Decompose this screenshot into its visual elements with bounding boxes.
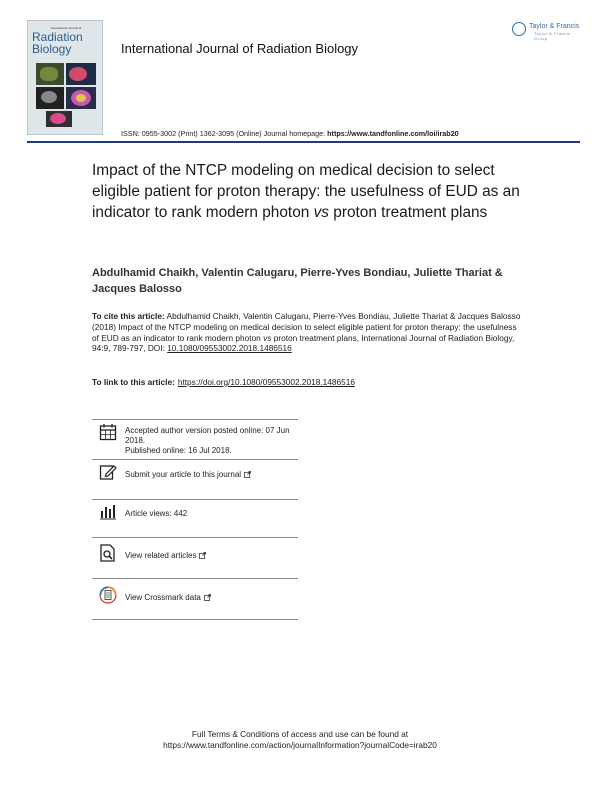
document-search-icon <box>99 544 117 562</box>
accepted-date: Accepted author version posted online: 07 Jun 2018. <box>125 426 290 445</box>
cover-journal-small-text: International Journal of <box>50 26 82 30</box>
publisher-logo[interactable] <box>512 20 584 42</box>
title-part2: proton treatment plans <box>328 204 488 221</box>
divider <box>92 499 298 500</box>
title-part1: Impact of the NTCP modeling on medical decision to select eligible patient for proton therapy: the usefulness of EUD as an indicator to rank modern photon <box>92 162 520 221</box>
crossmark-link[interactable] <box>125 593 211 603</box>
cover-title-line2: Biology <box>32 42 72 56</box>
related-articles-text: View related articles <box>125 551 197 560</box>
publisher-logo-icon <box>512 22 526 36</box>
crossmark-text: View Crossmark data <box>125 593 201 602</box>
article-link-line <box>92 377 355 387</box>
publisher-logo-subtext: Taylor & Francis Group <box>534 31 571 41</box>
citation-label: To cite this article: <box>92 311 165 321</box>
divider <box>92 578 298 579</box>
article-link-label: To link to this article: <box>92 377 175 387</box>
citation-text-part2: proton treatment plans, International Journal of Radiation Biology, 94:9, 789-797, DOI: <box>92 332 515 354</box>
journal-cover-thumbnail <box>27 20 103 135</box>
footer-line1: Full Terms & Conditions of access and use can be found at <box>191 729 409 739</box>
cover-title <box>32 31 83 55</box>
external-link-icon <box>244 471 251 478</box>
issn-line <box>121 129 459 138</box>
submit-article-text: Submit your article to this journal <box>125 470 242 479</box>
journal-homepage-link[interactable]: https://www.tandfonline.com/loi/irab20 <box>327 129 459 138</box>
citation-block <box>92 311 522 354</box>
article-authors: Abdulhamid Chaikh, Valentin Calugaru, Pierre-Yves Bondiau, Juliette Thariat & Jacques Balosso <box>92 267 503 295</box>
footer-terms-url[interactable]: https://www.tandfonline.com/action/journalInformation?journalCode=irab20 <box>163 740 437 750</box>
external-link-icon <box>199 552 206 559</box>
calendar-icon <box>99 423 117 441</box>
article-title <box>92 160 532 223</box>
citation-doi-link[interactable]: 10.1080/09553002.2018.1486516 <box>167 343 292 354</box>
citation-text-italic: vs <box>263 332 272 343</box>
journal-name[interactable]: International Journal of Radiation Biology <box>121 41 359 56</box>
divider <box>92 419 298 420</box>
divider <box>92 459 298 460</box>
header-rule <box>27 141 580 143</box>
edit-icon <box>99 463 117 481</box>
article-doi-url[interactable]: https://doi.org/10.1080/09553002.2018.1486516 <box>177 377 355 387</box>
external-link-icon <box>204 594 211 601</box>
cover-title-line1: Radiation <box>32 30 83 44</box>
published-date: Published online: 16 Jul 2018. <box>125 446 232 455</box>
article-views: Article views: 442 <box>125 509 188 518</box>
bar-chart-icon <box>99 503 117 521</box>
cover-images <box>36 63 96 129</box>
divider <box>92 619 298 620</box>
title-italic: vs <box>313 204 329 221</box>
related-articles-link[interactable] <box>125 551 206 561</box>
crossmark-icon <box>99 586 117 604</box>
publisher-logo-text: Taylor & Francis <box>529 23 580 30</box>
submit-article-link[interactable] <box>125 470 251 480</box>
divider <box>92 537 298 538</box>
terms-footer <box>0 729 600 751</box>
issn-text: ISSN: 0955-3002 (Print) 1362-3095 (Online) Journal homepage: <box>121 129 326 138</box>
citation-text-part1: Abdulhamid Chaikh, Valentin Calugaru, Pierre-Yves Bondiau, Juliette Thariat & Jacques Balosso (2018) Impact of the NTCP modeling on medical decision to select eligible patient for proton therapy: the usefulness of EUD as an indicator to rank modern photon <box>92 311 521 343</box>
